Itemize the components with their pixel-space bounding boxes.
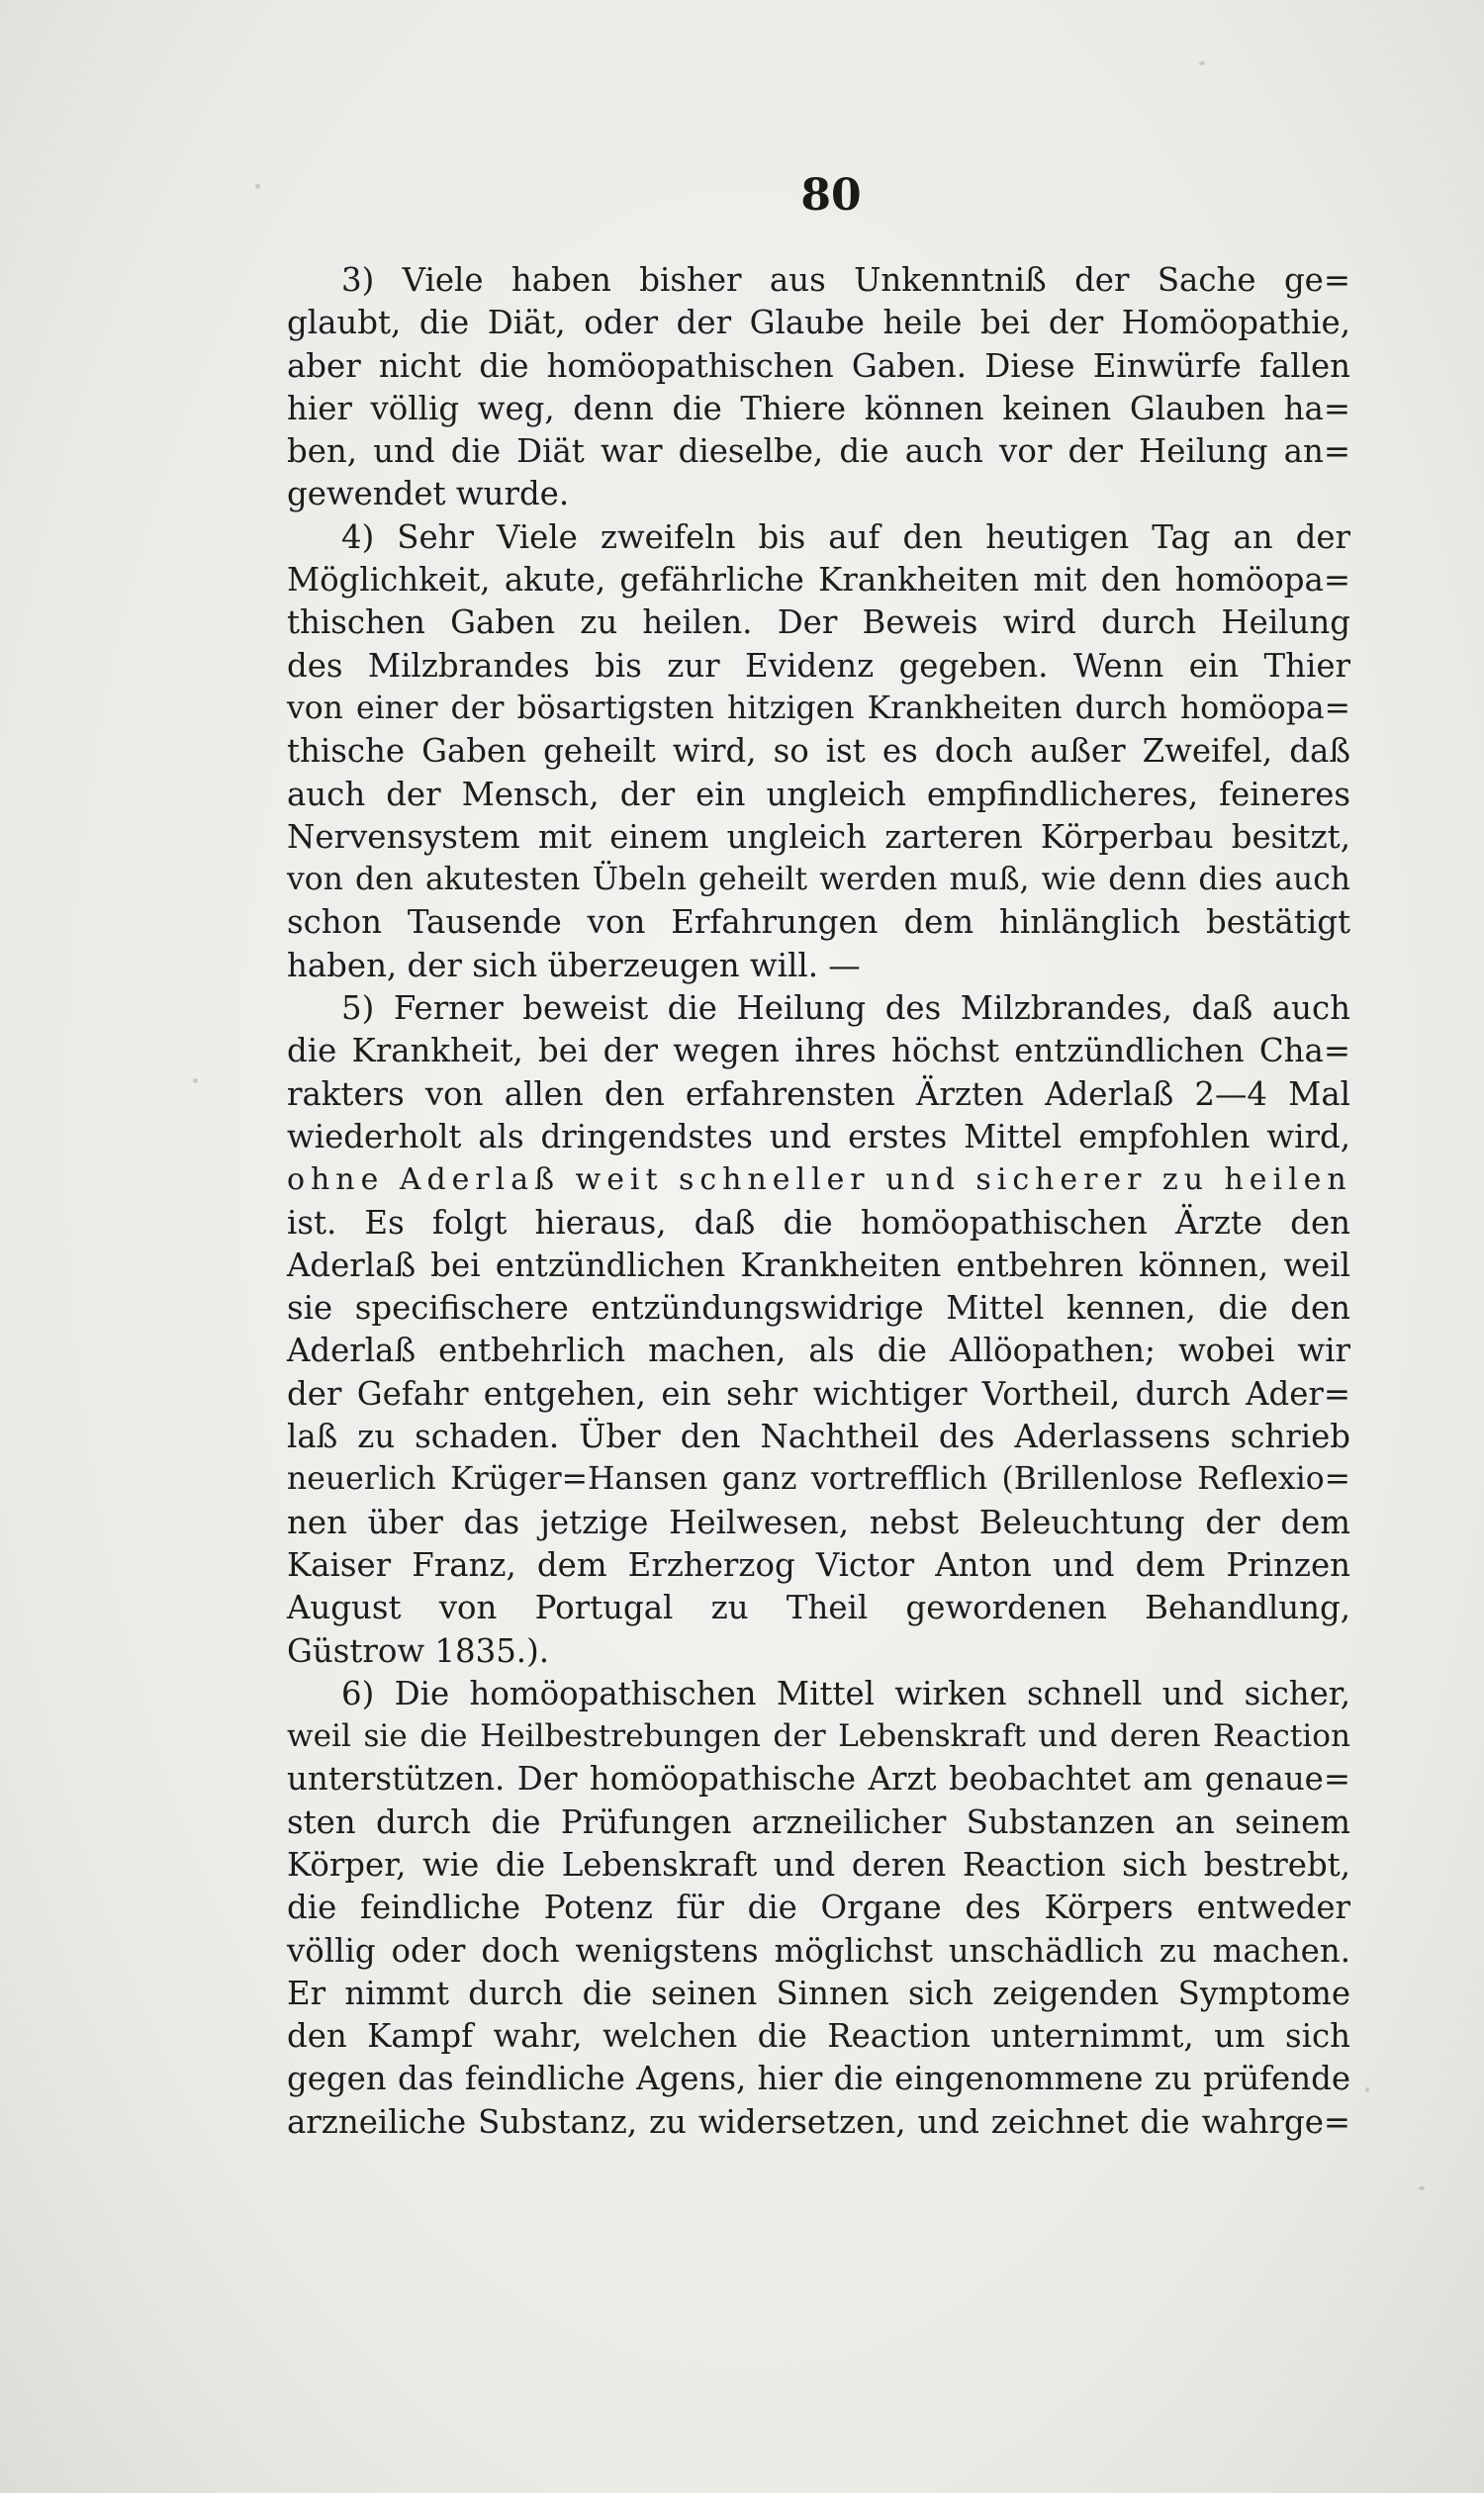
text-line: Güstrow 1835.).: [287, 1631, 550, 1670]
text-line: haben, der sich überzeugen will. —: [287, 946, 861, 984]
text-line: der Gefahr entgehen, ein sehr wichtiger Vortheil, durch Ader=: [287, 1374, 1350, 1413]
text-line: von den akutesten Übeln geheilt werden muß, wie denn dies auch: [287, 862, 1350, 898]
text-line: laß zu schaden. Über den Nachtheil des Aderlassens schrieb: [287, 1418, 1350, 1456]
text-line: von einer der bösartigsten hitzigen Krankheiten durch homöopa=: [287, 690, 1350, 726]
text-line: neuerlich Krüger=Hansen ganz vortrefflich (Brillenlose Reflexio=: [287, 1461, 1350, 1498]
body-text: [287, 259, 1350, 2144]
text-line: Körper, wie die Lebenskraft und deren Reaction sich bestrebt,: [287, 1845, 1350, 1884]
text-line: Aderlaß entbehrlich machen, als die Allöopathen; wobei wir: [287, 1332, 1350, 1370]
text-line: Möglichkeit, akute, gefährliche Krankheiten mit den homöopa=: [287, 561, 1350, 600]
text-line: den Kampf wahr, welchen die Reaction unternimmt, um sich: [287, 2017, 1350, 2056]
text-line: Aderlaß bei entzündlichen Krankheiten entbehren können, weil: [287, 1246, 1350, 1284]
text-line: gegen das feindliche Agens, hier die eingenommene zu prüfende: [287, 2060, 1350, 2098]
text-line: aber nicht die homöopathischen Gaben. Diese Einwürfe fallen: [287, 346, 1350, 385]
text-line: hier völlig weg, denn die Thiere können keinen Glauben ha=: [287, 389, 1350, 427]
text-line: unterstützen. Der homöopathische Arzt beobachtet am genaue=: [287, 1760, 1350, 1799]
text-line: 4) Sehr Viele zweifeln bis auf den heutigen Tag an der: [341, 517, 1350, 556]
text-line: weil sie die Heilbestrebungen der Lebenskraft und deren Reaction: [287, 1718, 1350, 1755]
paper-speck: [1419, 2186, 1425, 2190]
text-line: thische Gaben geheilt wird, so ist es doch außer Zweifel, daß: [287, 732, 1350, 771]
text-line: glaubt, die Diät, oder der Glaube heile bei der Homöopathie,: [287, 304, 1350, 342]
text-line: sie specifischere entzündungswidrige Mittel kennen, die den: [287, 1289, 1350, 1328]
text-line: Nervensystem mit einem ungleich zarteren Körperbau besitzt,: [287, 817, 1350, 856]
text-line: die Krankheit, bei der wegen ihres höchst entzündlichen Cha=: [287, 1032, 1350, 1070]
text-line: August von Portugal zu Theil gewordenen Behandlung,: [287, 1589, 1350, 1627]
text-line: wiederholt als dringendstes und erstes Mittel empfohlen wird,: [287, 1117, 1350, 1155]
text-line: nen über das jetzige Heilwesen, nebst Beleuchtung der dem: [287, 1503, 1350, 1541]
text-line: thischen Gaben zu heilen. Der Beweis wird durch Heilung: [287, 603, 1350, 642]
paper-speck: [193, 1078, 198, 1083]
text-line: des Milzbrandes bis zur Evidenz gegeben. Wenn ein Thier: [287, 646, 1350, 685]
text-line: auch der Mensch, der ein ungleich empfindlicheres, feineres: [287, 775, 1350, 813]
text-line: ohne Aderlaß weit schneller und sicherer zu heilen: [287, 1162, 1352, 1198]
text-line: 6) Die homöopathischen Mittel wirken schnell und sicher,: [341, 1674, 1350, 1712]
text-line: ist. Es folgt hieraus, daß die homöopathischen Ärzte den: [287, 1203, 1350, 1242]
paper-speck: [1199, 61, 1205, 65]
text-line: rakters von allen den erfahrensten Ärzten Aderlaß 2—4 Mal: [287, 1074, 1350, 1113]
text-line: völlig oder doch wenigstens möglichst unschädlich zu machen.: [287, 1931, 1350, 1970]
paper-speck: [1365, 2087, 1369, 2092]
text-line: 5) Ferner beweist die Heilung des Milzbrandes, daß auch: [341, 989, 1350, 1028]
page-number: 80: [800, 170, 862, 221]
text-line: 3) Viele haben bisher aus Unkenntniß der Sache ge=: [341, 261, 1350, 299]
text-line: arzneiliche Substanz, zu widersetzen, und zeichnet die wahrge=: [287, 2102, 1350, 2141]
text-line: die feindliche Potenz für die Organe des Körpers entweder: [287, 1889, 1350, 1927]
text-line: Kaiser Franz, dem Erzherzog Victor Anton und dem Prinzen: [287, 1545, 1350, 1584]
text-line: sten durch die Prüfungen arzneilicher Substanzen an seinem: [287, 1802, 1350, 1841]
text-line: Er nimmt durch die seinen Sinnen sich zeigenden Symptome: [287, 1974, 1350, 2012]
text-line: gewendet wurde.: [287, 475, 570, 513]
text-line: ben, und die Diät war dieselbe, die auch vor der Heilung an=: [287, 432, 1350, 471]
text-line: schon Tausende von Erfahrungen dem hinlänglich bestätigt: [287, 903, 1350, 942]
